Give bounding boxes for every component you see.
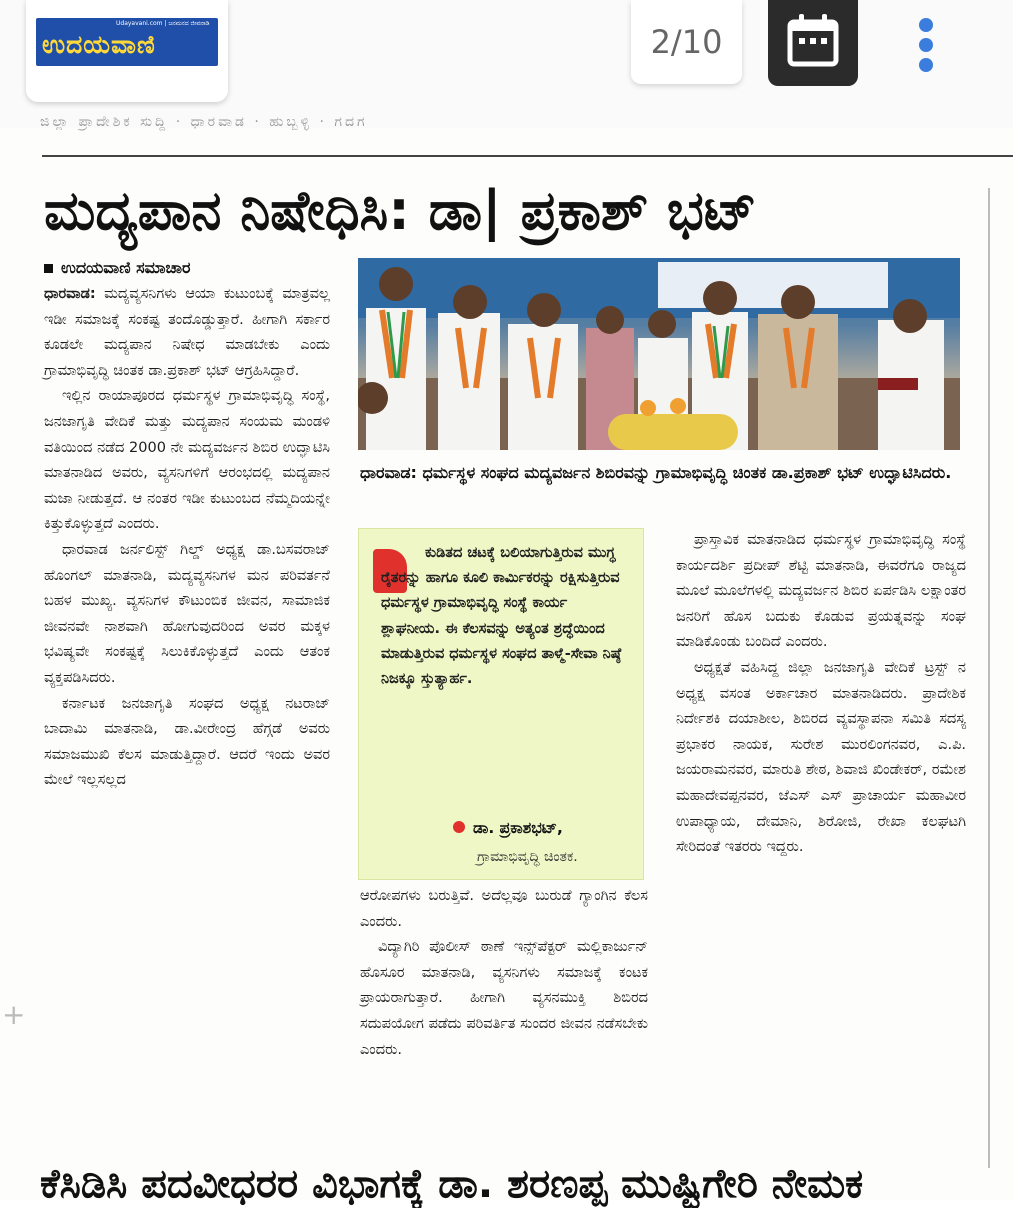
more-vert-icon: [919, 18, 933, 32]
article-paragraph: ಅಧ್ಯಕ್ಷತೆ ವಹಿಸಿದ್ದ ಜಿಲ್ಲಾ ಜನಜಾಗೃತಿ ವೇದಿಕೆ ಟ್ರಸ್ಟ್‌ ನ ಅಧ್ಯಕ್ಷ ವಸಂತ ಅರ್ಕಾಚಾರ ಮಾತನಾಡಿದರು. ಪ್ರಾದೇಶಿಕ ನಿರ್ದೇಶಕಿ ದಯಾಶೀಲ, ಶಿಬಿರದ ವ್ಯವಸ್ಥಾಪನಾ ಸಮಿತಿ ಸದಸ್ಯ ಪ್ರಭಾಕರ ನಾಯಕ, ಸುರೇಶ ಮುರಲಿಂಗನವರ, ಎ.ಪಿ. ಜಯರಾಮನವರ, ಮಾರುತಿ ಶೇಠ, ಶಿವಾಜಿ ಖಿಂಡೇಕರ್‌, ರಮೇಶ ಮಹಾದೇವಪ್ಪನವರ, ಜೆಎಸ್‌ ಎಸ್‌ ಪ್ರಾಚಾರ್ಯ ಮಹಾವೀರ ಉಪಾಧ್ಯಾಯ, ದೇಮಾನಿ, ಶಿರೋಜಿ, ರೇಖಾ ಕಲಘಟಗಿ ಸೇರಿದಂತೆ ಇತರರು ಇದ್ದರು.: [676, 659, 966, 856]
app-top-bar: [0, 0, 1013, 128]
article-column-middle: [360, 884, 648, 1063]
logo-brand: ಉದಯವಾಣಿ: [42, 30, 156, 59]
photo-caption: ಧಾರವಾಡ: ಧರ್ಮಸ್ಥಳ ಸಂಘದ ಮದ್ಯವರ್ಜನ ಶಿಬಿರವನ್ನು ಗ್ರಾಮಾಭಿವೃದ್ಧಿ ಚಿಂತಕ ಡಾ.ಪ್ರಕಾಶ್‌ ಭಟ್‌ ಉದ್ಘಾಟಿಸಿದರು.: [360, 463, 952, 482]
byline-text: ಉದಯವಾಣಿ ಸಮಾಚಾರ: [61, 258, 191, 277]
pull-quote-text: [381, 541, 631, 692]
calendar-icon: [768, 0, 858, 86]
more-vert-icon-dot: [919, 58, 933, 72]
bullet-icon: [44, 264, 53, 273]
logo-tagline: Udayavani.com | ಜನಮನದ ಜೀವನಾಡಿ: [116, 20, 210, 27]
event-photo[interactable]: [358, 258, 960, 450]
crop-mark: +: [2, 998, 26, 1031]
article-byline: [44, 258, 191, 278]
previous-article-strip: ಜಿಲ್ಲಾ ಪ್ರಾದೇಶಿಕ ಸುದ್ದಿ · ಧಾರವಾಡ · ಹುಬ್ಬಳ್ಳಿ · ಗದಗ: [40, 114, 368, 130]
bullet-dot-icon: [453, 821, 465, 833]
divider: [42, 155, 1013, 157]
article-column-left: [44, 282, 330, 794]
article-paragraph: ಇಲ್ಲಿನ ರಾಯಾಪೂರದ ಧರ್ಮಸ್ಥಳ ಗ್ರಾಮಾಭಿವೃದ್ಧಿ ಸಂಸ್ಥೆ, ಜನಜಾಗೃತಿ ವೇದಿಕೆ ಮತ್ತು ಮದ್ಯಪಾನ ಸಂಯಮ ಮಂಡಳಿ ವತಿಯಿಂದ ನಡೆದ 2000 ನೇ ಮದ್ಯವರ್ಜನ ಶಿಬಿರ ಉದ್ಘಾಟಿಸಿ ಮಾತನಾಡಿದ ಅವರು, ವ್ಯಸನಿಗಳಿಗೆ ಆರಂಭದಲ್ಲಿ ಮದ್ಯಪಾನ ಮಜಾ ನೀಡುತ್ತದೆ. ಆ ನಂತರ ಇಡೀ ಕುಟುಂಬದ ನೆಮ್ಮದಿಯನ್ನೇ ಕಿತ್ತುಕೊಳ್ಳುತ್ತದೆ ಎಂದರು.: [44, 388, 330, 533]
logo-banner: [36, 18, 218, 66]
article-paragraph: ಧಾರವಾಡ ಜರ್ನಲಿಸ್ಟ್‌ ಗಿಲ್ಡ್‌ ಅಧ್ಯಕ್ಷ ಡಾ.ಬಸವರಾಜ್‌ ಹೊಂಗಲ್‌ ಮಾತನಾಡಿ, ಮದ್ಯವ್ಯಸನಿಗಳ ಮನ ಪರಿವರ್ತನೆ ಬಹಳ ಮುಖ್ಯ. ವ್ಯಸನಿಗಳ ಕೌಟುಂಬಿಕ ಜೀವನ, ಸಾಮಾಜಿಕ ಜೀವನವೇ ನಾಶವಾಗಿ ಹೋಗುವುದರಿಂದ ಅವರ ಮಕ್ಕಳ ಭವಿಷ್ಯವೇ ಸಂಕಷ್ಟಕ್ಕೆ ಸಿಲುಕಿಕೊಳ್ಳುತ್ತದೆ ಎಂದು ಆತಂಕ ವ್ಯಕ್ತಪಡಿಸಿದರು.: [44, 541, 330, 686]
pull-quote-box: [358, 528, 644, 880]
article-paragraph: ಕರ್ನಾಟಕ ಜನಜಾಗೃತಿ ಸಂಘದ ಅಧ್ಯಕ್ಷ ನಟರಾಜ್‌ ಬಾದಾಮಿ ಮಾತನಾಡಿ, ಡಾ.ವೀರೇಂದ್ರ ಹೆಗ್ಗಡೆ ಅವರು ಸಮಾಜಮುಖಿ ಕೆಲಸ ಮಾಡುತ್ತಿದ್ದಾರೆ. ಆದರೆ ಇಂದು ಅವರ ಮೇಲೆ ಇಲ್ಲಸಲ್ಲದ: [44, 695, 330, 789]
more-vert-icon-dot: [919, 38, 933, 52]
pull-quote-role: ಗ್ರಾಮಾಭಿವೃದ್ಧಿ ಚಿಂತಕ.: [477, 849, 578, 865]
author-name: ಡಾ. ಪ್ರಕಾಶಭಟ್‌,: [473, 819, 563, 837]
pull-quote-body: ಕುಡಿತದ ಚಟಕ್ಕೆ ಬಲಿಯಾಗುತ್ತಿರುವ ಮುಗ್ಧ ರೈತರನ್ನು ಹಾಗೂ ಕೂಲಿ ಕಾರ್ಮಿಕರನ್ನು ರಕ್ಷಿಸುತ್ತಿರುವ ಧರ್ಮಸ್ಥಳ ಗ್ರಾಮಾಭಿವೃದ್ಧಿ ಸಂಸ್ಥೆ ಕಾರ್ಯ ಶ್ಲಾಘನೀಯ. ಈ ಕೆಲಸವನ್ನು ಅತ್ಯಂತ ಶ್ರದ್ಧೆಯಿಂದ ಮಾಡುತ್ತಿರುವ ಧರ್ಮಸ್ಥಳ ಸಂಘದ ತಾಳ್ಮೆ-ಸೇವಾ ನಿಷ್ಠೆ ನಿಜಕ್ಕೂ ಸ್ತುತ್ಯಾರ್ಹ.: [381, 545, 622, 688]
article-paragraph: [44, 282, 330, 384]
article-paragraph: ಪ್ರಾಸ್ತಾವಿಕ ಮಾತನಾಡಿದ ಧರ್ಮಸ್ಥಳ ಗ್ರಾಮಾಭಿವೃದ್ಧಿ ಸಂಸ್ಥೆ ಕಾರ್ಯದರ್ಶಿ ಪ್ರದೀಪ್‌ ಶೆಟ್ಟಿ ಮಾತನಾಡಿ, ಈವರೆಗೂ ರಾಜ್ಯದ ಮೂಲೆ ಮೂಲೆಗಳಲ್ಲಿ ಮದ್ಯವರ್ಜನ ಶಿಬಿರ ಏರ್ಪಡಿಸಿ ಲಕ್ಷಾಂತರ ಜನರಿಗೆ ಹೊಸ ಬದುಕು ಕೊಡುವ ಪ್ರಯತ್ನವನ್ನು ಸಂಘ ಮಾಡಿಕೊಂಡು ಬಂದಿದೆ ಎಂದರು.: [676, 532, 966, 651]
next-article-headline[interactable]: ಕೆಸಿಡಿಸಿ ಪದವೀಧರರ ವಿಭಾಗಕ್ಕೆ ಡಾ. ಶರಣಪ್ಪ ಮುಷ್ಟಿಗೇರಿ ನೇಮಕ: [40, 1161, 864, 1207]
column-divider: [988, 188, 990, 1168]
event-photo-image: [358, 258, 960, 450]
calendar-button[interactable]: [768, 0, 858, 86]
epaper-page-view[interactable]: [0, 114, 1013, 1207]
newspaper-logo[interactable]: [26, 0, 228, 102]
article-paragraph: ವಿದ್ಯಾಗಿರಿ ಪೊಲೀಸ್‌ ಠಾಣೆ ಇನ್ಸ್‌ಪೆಕ್ಟರ್‌ ಮಲ್ಲಿಕಾರ್ಜುನ್‌ ಹೊಸೂರ ಮಾತನಾಡಿ, ವ್ಯಸನಿಗಳು ಸಮಾಜಕ್ಕೆ ಕಂಟಕ ಪ್ರಾಯರಾಗುತ್ತಾರೆ. ಹೀಗಾಗಿ ವ್ಯಸನಮುಕ್ತಿ ಶಿಬಿರದ ಸದುಪಯೋಗ ಪಡೆದು ಪರಿವರ್ತಿತ ಸುಂದರ ಜೀವನ ನಡೆಸಬೇಕು ಎಂದರು.: [360, 939, 648, 1058]
pull-quote-author: [453, 819, 563, 838]
page-counter[interactable]: 2/10: [631, 0, 742, 84]
paragraph-text: ಮದ್ಯವ್ಯಸನಿಗಳು ಆಯಾ ಕುಟುಂಬಕ್ಕೆ ಮಾತ್ರವಲ್ಲ ಇಡೀ ಸಮಾಜಕ್ಕೆ ಸಂಕಷ್ಟ ತಂದೊಡ್ಡುತ್ತಾರೆ. ಹೀಗಾಗಿ ಸರ್ಕಾರ ಕೂಡಲೇ ಮದ್ಯಪಾನ ನಿಷೇಧ ಮಾಡಬೇಕು ಎಂದು ಗ್ರಾಮಾಭಿವೃದ್ಧಿ ಚಿಂತಕ ಡಾ.ಪ್ರಕಾಶ್‌ ಭಟ್‌ ಆಗ್ರಹಿಸಿದ್ದಾರೆ.: [44, 286, 330, 379]
article-column-right: [676, 528, 966, 861]
article-paragraph: ಆರೋಪಗಳು ಬರುತ್ತಿವೆ. ಅದೆಲ್ಲವೂ ಬುರುಡೆ ಗ್ಯಾಂಗಿನ ಕೆಲಸ ಎಂದರು.: [360, 888, 648, 930]
more-options-button[interactable]: [908, 18, 944, 78]
dateline: ಧಾರವಾಡ:: [44, 286, 96, 302]
article-headline[interactable]: ಮದ್ಯಪಾನ ನಿಷೇಧಿಸಿ: ಡಾ| ಪ್ರಕಾಶ್‌ ಭಟ್‌: [44, 179, 757, 242]
